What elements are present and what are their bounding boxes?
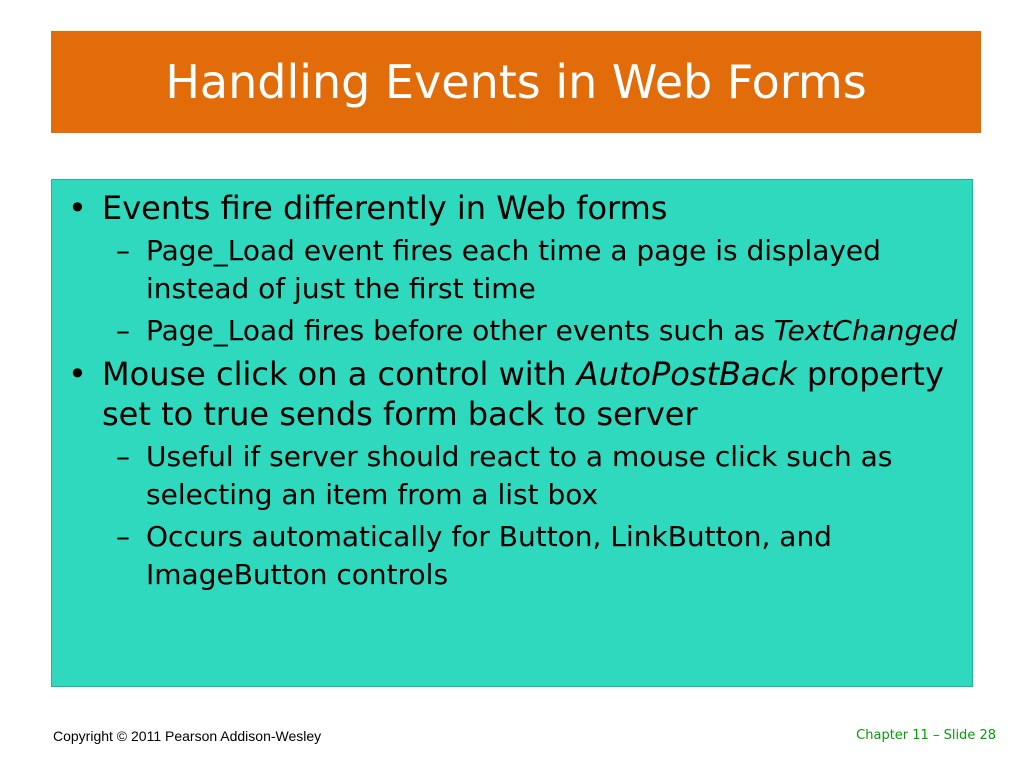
sub-bullet-text: Page_Load fires before other events such as [146,314,774,347]
bullet-text: Events fire differently in Web forms [102,189,668,227]
content-box [51,179,973,687]
bullet-item [52,354,958,594]
sub-bullet-italic-text: TextChanged [773,314,958,347]
sub-bullet-text: Useful if server should react to a mouse click such as selecting an item from a list box [146,440,893,511]
dash-icon: – [116,234,130,267]
dash-icon: – [116,440,130,473]
footer-slide-number: Chapter 11 – Slide 28 [856,728,996,743]
slide-title: Handling Events in Web Forms [165,55,867,109]
sub-bullet-item [52,438,958,514]
footer-copyright: Copyright © 2011 Pearson Addison-Wesley [53,728,322,744]
bullet-text: Mouse click on a control with [102,355,577,393]
dash-icon: – [116,520,130,553]
bullet-icon: • [68,355,87,393]
sub-bullet-list [102,232,958,350]
sub-bullet-item [52,312,958,350]
sub-bullet-item [52,518,958,594]
bullet-italic-text: AutoPostBack [576,355,797,393]
sub-bullet-text: Occurs automatically for Button, LinkButton, and ImageButton controls [146,520,832,591]
dash-icon: – [116,314,130,347]
sub-bullet-text: Page_Load event fires each time a page is displayed instead of just the first time [146,234,881,305]
bullet-icon: • [68,189,87,227]
sub-bullet-item [52,232,958,308]
bullet-list [52,188,958,594]
bullet-item [52,188,958,350]
title-bar [51,31,981,133]
sub-bullet-list [102,438,958,594]
bullet-text-after: property set to true sends form back to server [102,355,944,433]
